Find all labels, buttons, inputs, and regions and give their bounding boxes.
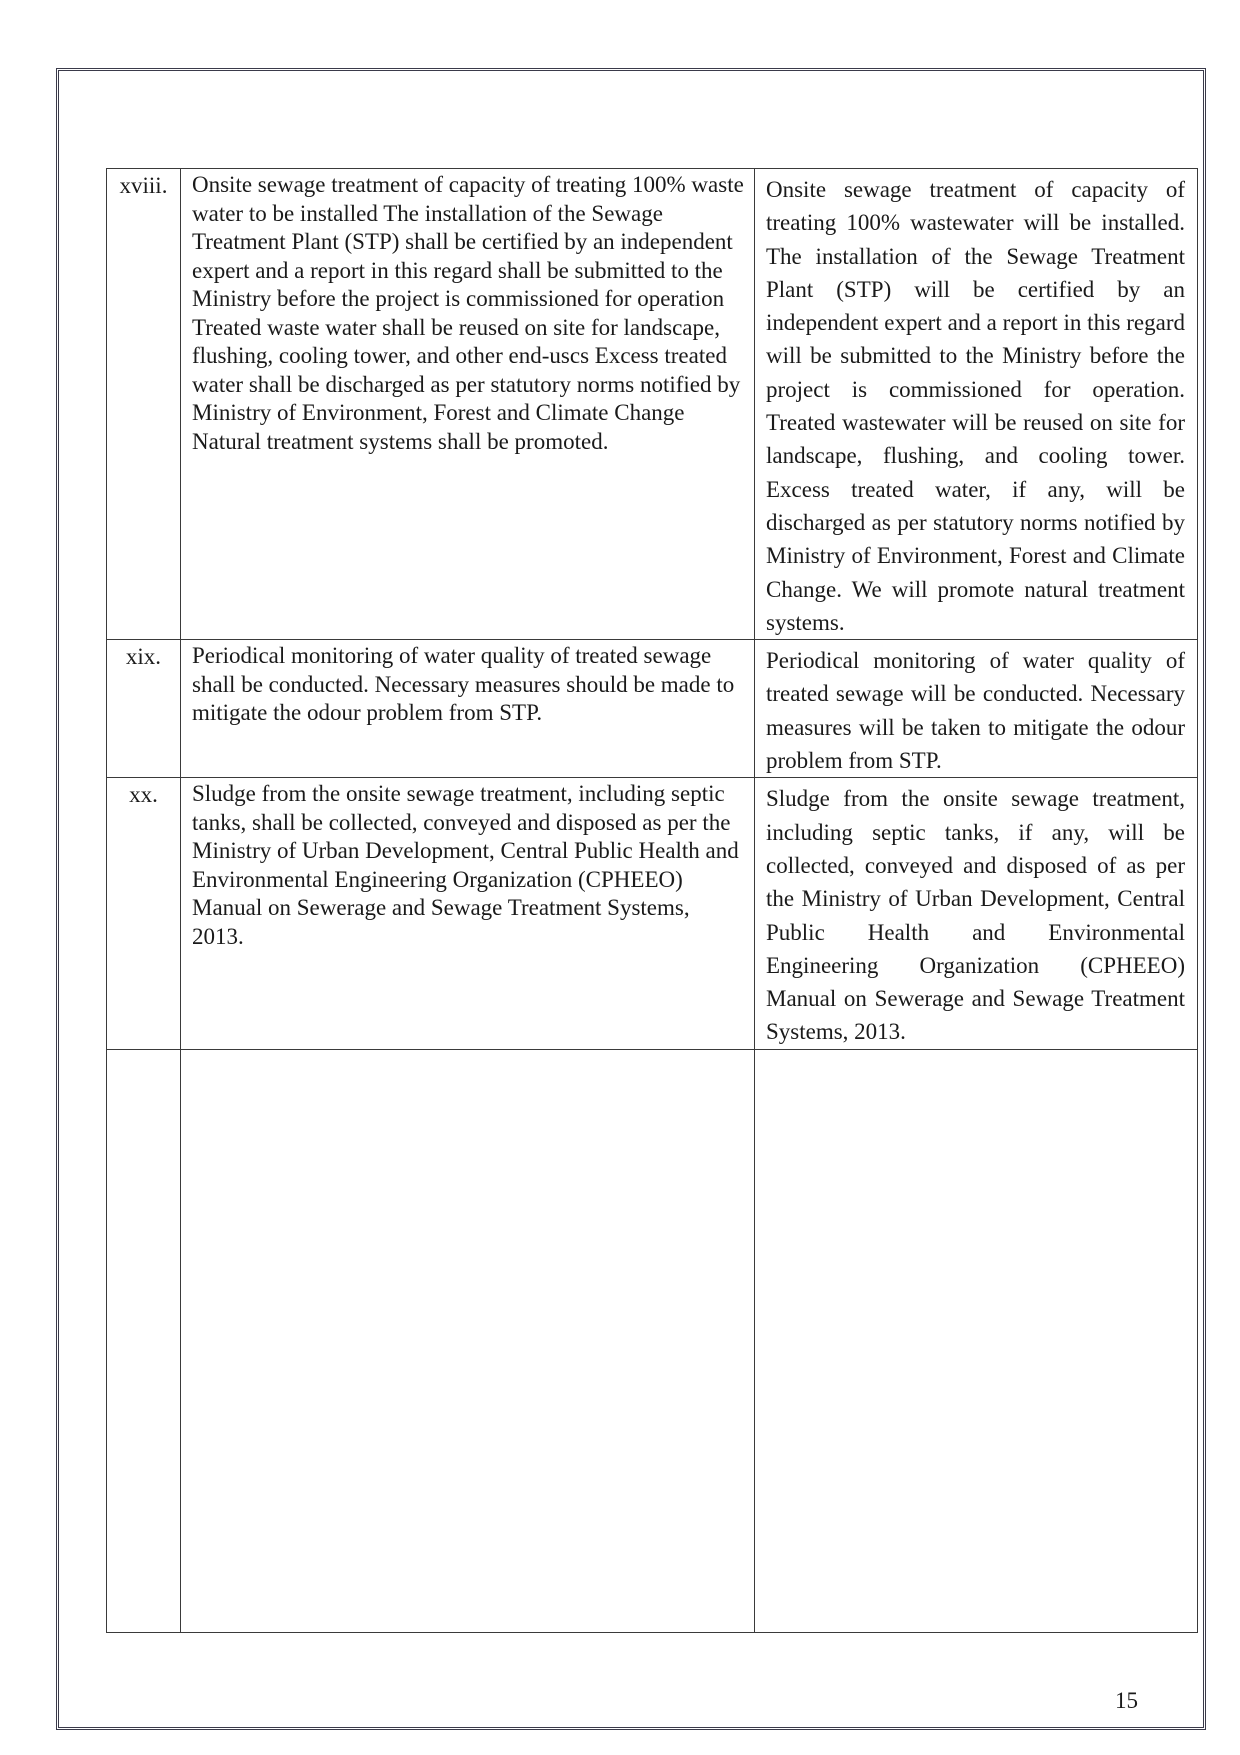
condition-number: xviii. bbox=[107, 169, 181, 640]
compliance-reply: Onsite sewage treatment of capacity of treating 100% wastewater will be installed. The installation of the Sewage Treatment Plant (STP) will be certified by an independent expert and a report in this regard will be submitted to the Ministry before the project is commissioned for operation. Treated wastewater will be reused on site for landscape, flushing, and cooling tower. Excess treated water, if any, will be discharged as per statutory norms notified by Ministry of Environment, Forest and Climate Change. We will promote natural treatment systems. bbox=[755, 169, 1198, 640]
condition-number: xix. bbox=[107, 640, 181, 778]
page-number: 15 bbox=[1115, 1688, 1138, 1713]
empty-cell bbox=[181, 1049, 755, 1632]
compliance-reply: Sludge from the onsite sewage treatment, including septic tanks, if any, will be collected, conveyed and disposed of as per the Ministry of Urban Development, Central Public Health and Environmental Engineering Organization (CPHEEO) Manual on Sewerage and Sewage Treatment Systems, 2013. bbox=[755, 778, 1198, 1049]
condition-number: xx. bbox=[107, 778, 181, 1049]
condition-text: Onsite sewage treatment of capacity of treating 100% waste water to be installed The installation of the Sewage Treatment Plant (STP) shall be certified by an independent expert and a report in this regard shall be submitted to the Ministry before the project is commissioned for operation Treated waste water shall be reused on site for landscape, flushing, cooling tower, and other end-uscs Excess treated water shall be discharged as per statutory norms notified by Ministry of Environment, Forest and Climate Change Natural treatment systems shall be promoted. bbox=[181, 169, 755, 640]
empty-table-row bbox=[107, 1049, 1198, 1632]
table-row bbox=[107, 169, 1198, 640]
table-row bbox=[107, 778, 1198, 1049]
compliance-reply: Periodical monitoring of water quality of treated sewage will be conducted. Necessary measures will be taken to mitigate the odour problem from STP. bbox=[755, 640, 1198, 778]
table-row bbox=[107, 640, 1198, 778]
empty-cell bbox=[107, 1049, 181, 1632]
empty-cell bbox=[755, 1049, 1198, 1632]
condition-text: Periodical monitoring of water quality of treated sewage shall be conducted. Necessary measures should be made to mitigate the odour problem from STP. bbox=[181, 640, 755, 778]
compliance-table bbox=[106, 168, 1198, 1633]
condition-text: Sludge from the onsite sewage treatment, including septic tanks, shall be collected, conveyed and disposed as per the Ministry of Urban Development, Central Public Health and Environmental Engineering Organization (CPHEEO) Manual on Sewerage and Sewage Treatment Systems, 2013. bbox=[181, 778, 755, 1049]
